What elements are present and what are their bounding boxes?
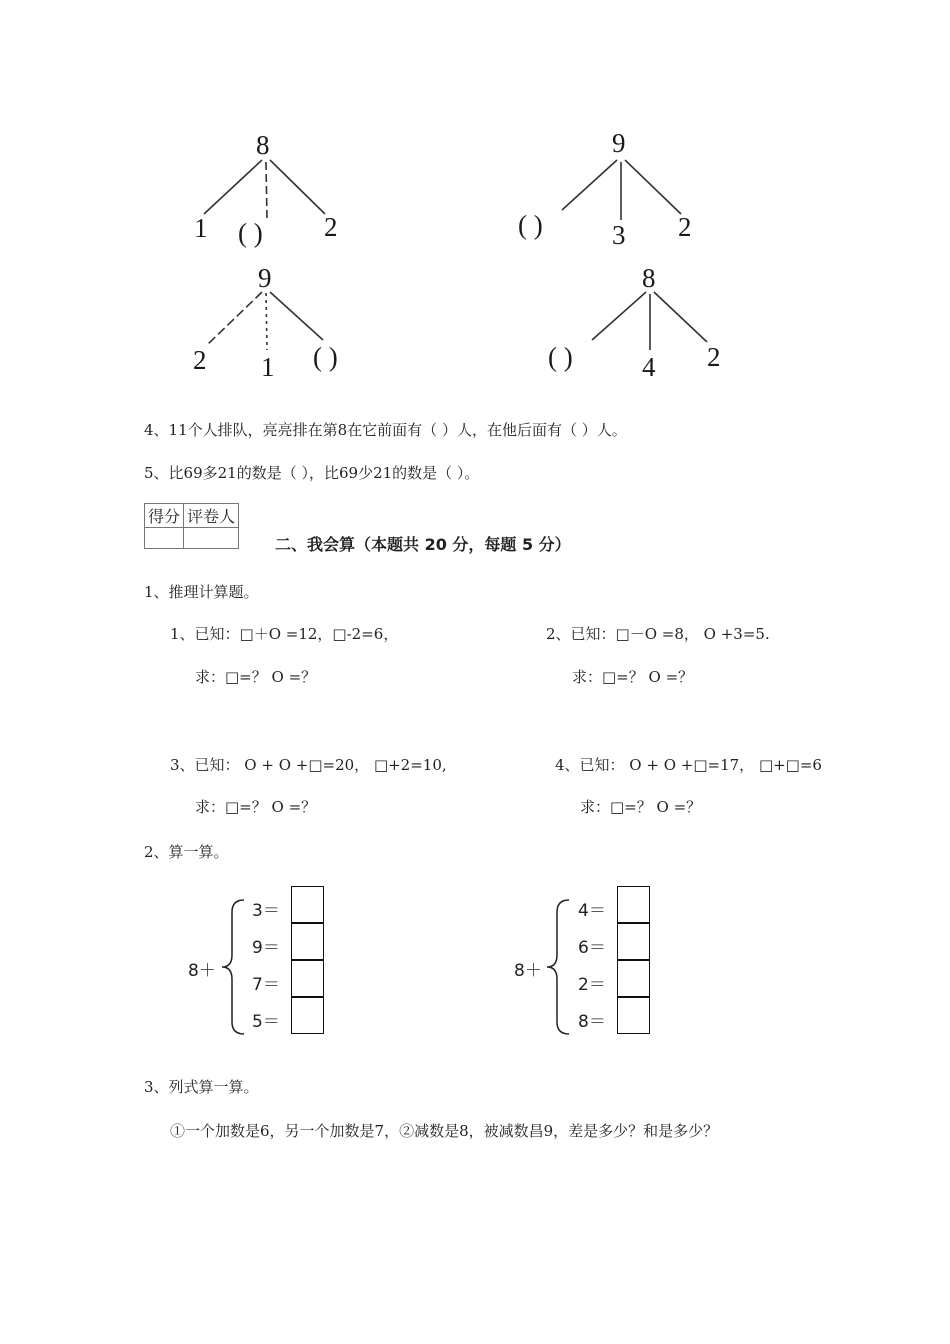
calc-prefix: 8＋ — [514, 961, 542, 981]
calc-prefix: 8＋ — [188, 961, 216, 981]
left-brace — [222, 900, 244, 1034]
calc-item: 7＝ — [252, 975, 280, 995]
calc-item: 8＝ — [578, 1012, 606, 1032]
reasoning-4-ask: 求：□=？ O =？ — [580, 798, 702, 816]
calc-item: 3＝ — [252, 901, 280, 921]
part-3-problem: ①一个加数是6，另一个加数是7，②减数是8，被减数昌9，差是多少？和是多少？ — [170, 1122, 719, 1140]
reasoning-2-ask: 求：□=？ O =？ — [572, 668, 694, 686]
section-title: 二、我会算（本题共 20 分，每题 5 分） — [275, 535, 571, 554]
tree-left-number: 2 — [193, 345, 207, 375]
grader-label: 评卷人 — [184, 504, 239, 528]
right-brace — [547, 900, 569, 1034]
calc-item: 4＝ — [578, 901, 606, 921]
reasoning-1-ask: 求：□=？ O =？ — [195, 668, 317, 686]
tree-right-number: 2 — [324, 212, 338, 242]
tree-middle-number: 4 — [642, 352, 656, 382]
part-1-title: 1、推理计算题。 — [144, 583, 259, 601]
answer-box[interactable] — [291, 997, 324, 1034]
tree-blank[interactable]: ( ) — [238, 218, 263, 248]
tree-blank[interactable]: ( ) — [548, 342, 573, 372]
tree-left-number: 1 — [194, 213, 208, 243]
part-3-title: 3、列式算一算。 — [144, 1078, 259, 1096]
reasoning-2-given: 2、已知：□－O =8， O +3=5. — [546, 625, 770, 643]
tree-blank[interactable]: ( ) — [313, 342, 338, 372]
score-label: 得分 — [145, 504, 184, 528]
reasoning-3-given: 3、已知： O + O +□=20， □+2=10, — [170, 756, 447, 774]
calc-item: 5＝ — [252, 1012, 280, 1032]
reasoning-1-given: 1、已知：□＋O =12，□-2=6， — [170, 625, 399, 643]
tree-blank[interactable]: ( ) — [518, 210, 543, 240]
part-2-title: 2、算一算。 — [144, 843, 229, 861]
answer-box[interactable] — [617, 886, 650, 923]
answer-box[interactable] — [617, 960, 650, 997]
tree-top-number: 8 — [256, 130, 270, 160]
answer-box[interactable] — [617, 923, 650, 960]
question-5: 5、比69多21的数是（ ），比69少21的数是（ ）。 — [144, 464, 480, 482]
answer-box[interactable] — [291, 960, 324, 997]
answer-box[interactable] — [291, 923, 324, 960]
answer-box[interactable] — [617, 997, 650, 1034]
calc-item: 2＝ — [578, 975, 606, 995]
tree-right-number: 2 — [707, 342, 721, 372]
tree-top-number: 9 — [612, 128, 626, 158]
tree-top-number: 9 — [258, 263, 272, 293]
tree-top-number: 8 — [642, 263, 656, 293]
reasoning-4-given: 4、已知： O + O +□=17， □+□=6 — [555, 756, 822, 774]
question-4: 4、11个人排队，亮亮排在第8在它前面有（ ）人，在他后面有（ ）人。 — [144, 421, 627, 439]
answer-box[interactable] — [291, 886, 324, 923]
tree-middle-number: 3 — [612, 220, 626, 250]
calc-item: 6＝ — [578, 938, 606, 958]
tree-middle-number: 1 — [261, 352, 275, 382]
reasoning-3-ask: 求：□=？ O =？ — [195, 798, 317, 816]
tree-right-number: 2 — [678, 212, 692, 242]
calc-item: 9＝ — [252, 938, 280, 958]
